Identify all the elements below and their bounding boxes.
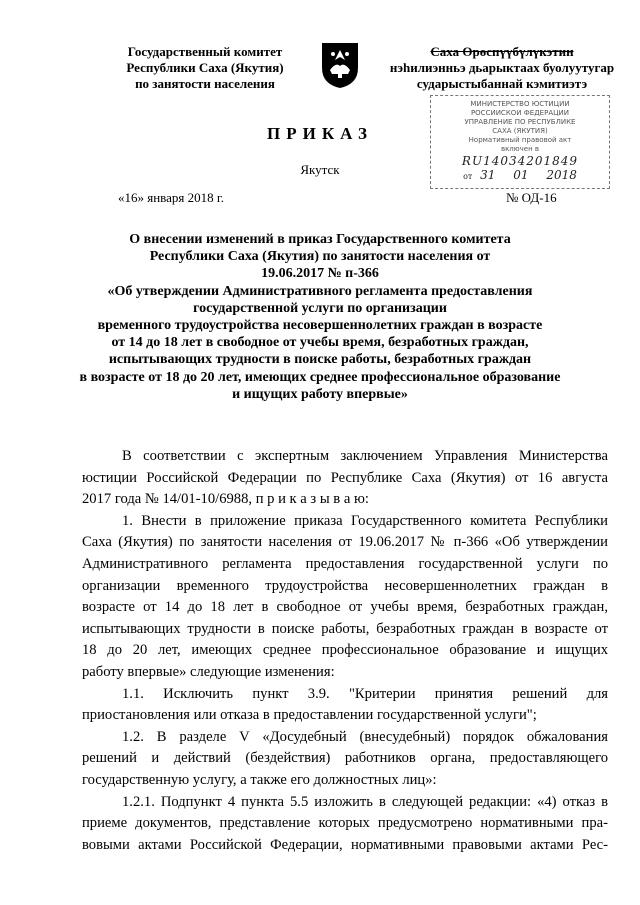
body-line: приеме документов, представление которых предусмотрено нормативными пра- xyxy=(82,815,608,832)
document-title: ПРИКАЗ xyxy=(267,124,373,143)
heading-line: испытывающих трудности в поиске работы, безработных граждан xyxy=(108,352,532,368)
document-heading xyxy=(70,231,570,403)
body-line: вовыми актами Российской Федерации, нормативными правовыми актами Рес- xyxy=(82,836,608,853)
stamp-line: Нормативный правовой акт xyxy=(468,136,572,144)
stamp-date-from: от xyxy=(463,172,473,181)
stamp-line: МИНИСТЕРСТВО ЮСТИЦИИ xyxy=(470,100,570,108)
body-line: Административного регламента предоставления государственной услуги по xyxy=(82,555,608,572)
heading-line: в возрасте от 18 до 20 лет, имеющих среднее профессиональное образование xyxy=(79,369,561,385)
stamp-date-year: 2018 xyxy=(546,168,577,182)
body-line: испытывающих трудности в поиске работы, безработных граждан в возрасте от xyxy=(82,620,608,637)
coat-of-arms-icon xyxy=(318,40,362,90)
stamp-date-month: 01 xyxy=(513,168,529,182)
stamp-registration-number: RU14034201849 xyxy=(461,154,579,168)
heading-line: государственной услуги по организации xyxy=(193,300,447,316)
heading-line: «Об утверждении Административного регламента предоставления xyxy=(107,283,533,299)
issuer-name-yakut xyxy=(382,44,622,92)
body-line: приостановления или отказа в предоставлении государственной услуги"; xyxy=(82,707,537,724)
body-line: 1.1. Исключить пункт 3.9. "Критерии принятия решений для xyxy=(122,685,608,702)
stamp-line: УПРАВЛЕНИЕ ПО РЕСПУБЛИКЕ xyxy=(464,118,576,126)
heading-line: 19.06.2017 № п-366 xyxy=(261,266,379,282)
issuer-yakut-line-2: нэһилиэнньэ дьарыктаах буолуутугар xyxy=(389,60,615,75)
heading-line: от 14 до 18 лет в свободное от учебы время, безработных граждан, xyxy=(111,335,529,351)
document-date: «16» января 2018 г. xyxy=(118,190,225,205)
heading-line: О внесении изменений в приказ Государственного комитета xyxy=(129,232,511,247)
issuer-line-3: по занятости населения xyxy=(135,76,275,91)
body-line: 18 до 20 лет, имеющих среднее профессиональное образование и ищущих xyxy=(82,642,608,659)
issuer-line-2: Республики Саха (Якутия) xyxy=(126,60,284,75)
body-line: 1.2.1. Подпункт 4 пункта 5.5 изложить в следующей редакции: «4) отказ в xyxy=(122,793,608,810)
document-body xyxy=(82,446,608,856)
body-line: организации временного трудоустройства несовершеннолетних граждан в xyxy=(82,577,608,594)
body-line: работу впервые» следующие изменения: xyxy=(82,663,335,680)
body-line: 1.2. В разделе V «Досудебный (внесудебный) порядок обжалования xyxy=(122,728,608,745)
issuer-yakut-line-1: Саха Өрөспүүбүлүкэтин xyxy=(430,44,574,59)
issuer-yakut-line-3: сударыстыбаннай кэмитиэтэ xyxy=(416,76,588,91)
body-line: юстиции Российской Федерации по Республике Саха (Якутия) от 16 августа xyxy=(82,469,608,486)
issuer-line-1: Государственный комитет xyxy=(127,44,283,59)
body-line: решений и действий (бездействия) работников органа, предоставляющего xyxy=(82,750,608,767)
body-line: 1. Внести в приложение приказа Государственного комитета Республики xyxy=(122,512,608,529)
body-line: 2017 года № 14/01-10/6988, п р и к а з ы в а ю: xyxy=(82,491,369,508)
heading-line: Республики Саха (Якутия) по занятости населения от xyxy=(149,249,491,265)
body-line: возрасте от 14 до 18 лет в свободное от учебы время, безработных граждан, xyxy=(82,599,608,616)
body-line: Саха (Якутия) по занятости населения от 19.06.2017 № п-366 «Об утверждении xyxy=(82,534,608,551)
stamp-line: РОССИЙСКОЙ ФЕДЕРАЦИИ xyxy=(470,109,570,117)
heading-line: временного трудоустройства несовершеннолетних граждан в возрасте xyxy=(97,318,543,334)
stamp-line: САХА (ЯКУТИЯ) xyxy=(492,127,548,135)
body-line: государственную услугу, а также его должностных лиц»: xyxy=(82,771,437,788)
document-city: Якутск xyxy=(300,162,340,177)
document-number: № ОД-16 xyxy=(506,190,557,205)
body-line: В соответствии с экспертным заключением Управления Министерства xyxy=(122,448,608,464)
stamp-line: включен в xyxy=(500,145,540,153)
issuer-name-russian xyxy=(105,44,305,92)
stamp-date-day: 31 xyxy=(480,168,496,182)
heading-line: и ищущих работу впервые» xyxy=(232,386,408,402)
